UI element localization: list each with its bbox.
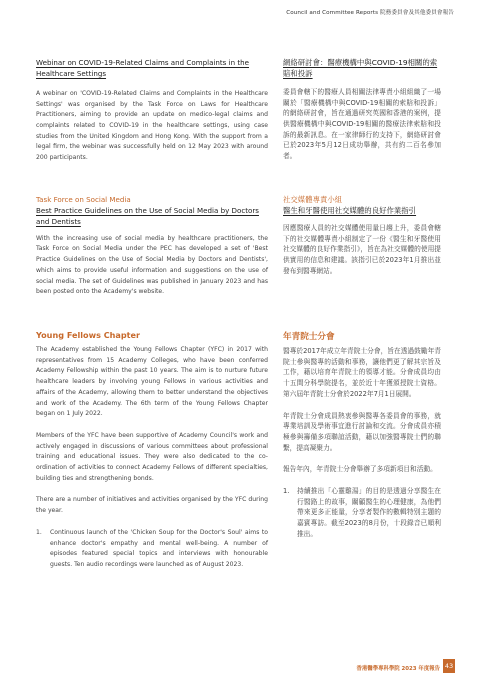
webinar-heading-en: Webinar on COVID-19-Related Claims and Complaints in the Healthcare Settings [36,58,249,78]
social-media-body-zh: 因應醫療人員的社交媒體使用量日趨上升，委員會轄下的社交媒體專責小組制定了一份《醫生和牙醫使用社交媒體的良好作業指引》，旨在為社交媒體的使用提供實用的信息和建議。該指引已於2023年1月推出並發布到醫專網站。 [283,223,441,275]
yfc-section-en [36,330,268,571]
webinar-section-zh [283,58,441,162]
webinar-heading-zh: 網絡研討會：醫療機構中與COVID-19相關的索賠和投訴 [283,58,438,78]
list-number: 1. [36,528,42,536]
list-number: 1. [283,487,290,496]
list-item-body: Continuous launch of the 'Chicken Soup for the Doctor's Soul' aims to enhance doctor's empathy and mental well-being. A number of episodes featured special topics and interviews with honourable guests. Ten audio recordings were launched as of August 2023. [50,528,268,568]
yfc-para3-zh: 報告年內，年青院士分會舉辦了多項新項目和活動。 [283,465,437,474]
social-media-section-en [36,195,268,298]
social-media-section-zh [283,195,441,276]
social-media-taskforce-en: Task Force on Social Media [36,195,131,204]
yfc-para2-zh: 年青院士分會成員熱衷參與醫專各委員會的事務，就專業培訓及學術事宜進行討論和交流。分會成員亦積極參與籌備多項聯誼活動，藉以加強醫專院士們的聯繫，提高凝聚力。 [283,411,441,452]
webinar-body-zh: 委員會轄下的醫療人員相關法律專責小組組織了一場關於「醫療機構中與COVID-19相關的索賠和投訴」的網絡研討會，旨在通過研究英國和香港的案例，提供醫療機構中與COVID-19相關的醫療法律索賠和投訴的最新訊息。在一家律師行的支持下，網絡研討會已於2023年5月12日成功舉辦，共有約二百名參加者。 [283,87,441,161]
webinar-section-en [36,58,268,164]
yfc-section-zh [283,330,441,540]
yfc-para1-zh: 醫專於2017年成立年青院士分會，旨在透過鼓勵年青院士參與醫專的活動和事務，讓他們更了解其宗旨及工作，藉以培育年青院士的領導才能。分會成員均由十五間分科學院提名，並於近十年獲頒授院士資格。第六屆年青院士分會於2022年7月1日展開。 [283,347,441,398]
yfc-title-zh: 年青院士分會 [283,332,335,342]
social-media-body-en: With the increasing use of social media by healthcare practitioners, the Task Force on Social Media under the PEC has developed a set of 'Best Practice Guidelines on the Use of Social Media by Doctors and Dentists', which aims to provide useful information and suggestions on the use of social media. The set of Guidelines was published in January 2023 and has been posted onto the Academy's website. [36,234,268,296]
social-media-heading-en: Best Practice Guidelines on the Use of Social Media by Doctors and Dentists [36,205,259,226]
social-media-taskforce-zh: 社交媒體專責小組 [283,195,343,204]
running-header: Council and Committee Reports 院務委員會及其他委員會報告 [286,10,454,16]
yfc-item1-en [36,528,268,571]
yfc-para2-en: Members of the YFC have been supportive of Academy Council's work and actively engaged in discussions of various committees about professional training and educational issues. They were also dedicated to the co-ordination of activities to connect Academy Fellows of different specialties, building ties and strengthening bonds. [36,431,268,482]
yfc-title-en: Young Fellows Chapter [36,330,141,340]
page-number: 43 [443,659,455,673]
list-item-body: 持續推出「心靈雞湯」的目的是透過分享醫生在行醫路上的故事，關顧醫生的心理健康，為他們帶來更多正能量，分享者製作的數輯特別主題的嘉賓專訪。截至2023的8月份，十段錄音已順利推出。 [297,487,441,538]
webinar-body-en: A webinar on 'COVID-19-Related Claims and Complaints in the Healthcare Settings' was organised by the Task Force on Laws for Healthcare Practitioners, aiming to provide an update on medico-legal claims and complaints related to COVID-19 in the healthcare settings, using case studies from the United Kingdom and Hong Kong. With the support from a legal firm, the webinar was successfully held on 12 May 2023 with around 200 participants. [36,89,268,162]
yfc-item1-zh [283,486,441,540]
footer-report-title: 香港醫學專科學院 2023 年度報告 [356,666,440,672]
yfc-para3-en: There are a number of initiatives and activities organised by the YFC during the year. [36,496,268,515]
social-media-heading-zh: 醫生和牙醫使用社交媒體的良好作業指引 [283,205,417,215]
yfc-para1-en: The Academy established the Young Fellows Chapter (YFC) in 2017 with representatives from 15 Academy Colleges, who have been conferred Academy Fellowship within the past 10 years. The aim is to nurture future healthcare leaders by involving young Fellows in various activities and affairs of the Academy, allowing them to better understand the objectives and work of the Academy. The 6th term of the Young Fellows Chapter began on 1 July 2022. [36,346,268,418]
